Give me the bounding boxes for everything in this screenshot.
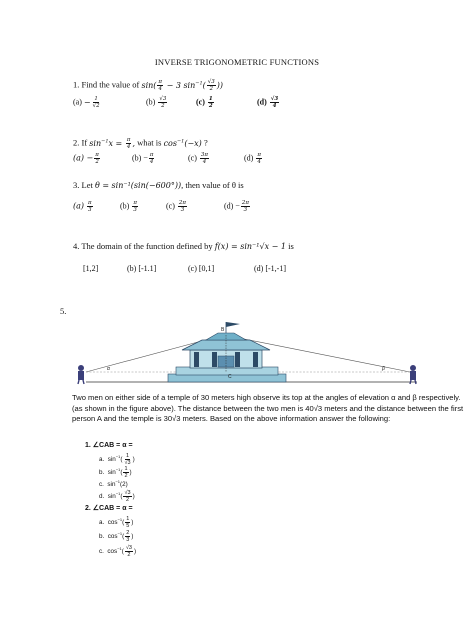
question-3-option-a: (a) $\frac{\pi}{3}$ bbox=[73, 200, 92, 213]
question-5-paragraph: Two men on either side of a temple of 30 meters high observe its top at the angles of elevation α and β respectively. (as shown in the figure above). The distance between the two men is 40√3 meters and the distance between the first person A and the temple is 30√3 meters. Based on the above information answer the following: bbox=[72, 393, 464, 424]
question-4-option-d: (d) [-1,-1] bbox=[254, 264, 286, 273]
question-5-sub2-option-b: b. $\cos^{-1}$( $\frac{2}{3}$ ) bbox=[99, 530, 134, 543]
question-4-option-a: [1,2] bbox=[83, 264, 99, 273]
person-b-icon bbox=[410, 365, 416, 384]
question-5-sub1-option-a: a. $\sin^{-1}$( $\frac{1}{√3}$ ) bbox=[99, 453, 135, 466]
question-1-option-d: (d) $\frac{√3}{4}$ bbox=[257, 96, 279, 109]
question-5-sub2-label: 2. ∠CAB = α = bbox=[85, 505, 133, 512]
question-4-stem: 4. The domain of the function defined by f(x) = sin⁻¹√x − 1 is bbox=[73, 241, 294, 251]
question-5-sub2-option-a: a. $\cos^{-1}$( $\frac{1}{5}$ ) bbox=[99, 516, 134, 529]
temple-pillar bbox=[212, 352, 217, 367]
question-3-option-d: (d) − $\frac{2\pi}{3}$ bbox=[224, 200, 249, 213]
question-4-option-c: (c) [0,1] bbox=[188, 264, 215, 273]
temple-pillar bbox=[235, 352, 240, 367]
question-2-option-a: (a) − $\frac{\pi}{2}$ bbox=[73, 152, 99, 165]
temple-figure bbox=[72, 318, 427, 390]
question-2-stem: 2. If $\sin^{-1}x$ = $\frac{\pi}{4}$ , what is $\cos^{-1}(-x)$ ? bbox=[73, 137, 208, 150]
question-5-sub1-option-d: d. $\sin^{-1}$( $\frac{√3}{2}$ ) bbox=[99, 490, 135, 503]
question-3-option-c: (c) $\frac{2\pi}{3}$ bbox=[166, 200, 187, 213]
question-2-option-b: (b) − $\frac{\pi}{4}$ bbox=[132, 152, 154, 165]
person-a-icon bbox=[78, 365, 84, 384]
label-alpha: α bbox=[107, 366, 110, 372]
temple-flag bbox=[226, 322, 240, 327]
question-3-option-b: (b) $\frac{\pi}{3}$ bbox=[120, 200, 137, 213]
question-5-sub2-option-c: c. $\cos^{-1}$( $\frac{√3}{2}$ ) bbox=[99, 545, 137, 558]
question-5-number: 5. bbox=[60, 306, 67, 316]
page-title: INVERSE TRIGONOMETRIC FUNCTIONS bbox=[154, 57, 320, 67]
temple-pillar bbox=[194, 352, 199, 367]
question-2-option-c: (c) $\frac{3\pi}{4}$ bbox=[188, 152, 209, 165]
question-1-option-c: (c) $\frac{1}{2}$ bbox=[196, 96, 213, 109]
label-beta: β bbox=[382, 366, 385, 372]
label-c: C bbox=[228, 374, 232, 380]
question-4-option-b: (b) [-1.1] bbox=[127, 264, 157, 273]
question-1-stem: 1. Find the value of sin( $\frac{\pi}{4}$ − 3 $\sin^{-1}$( $\frac{√3}{2}$ )) bbox=[73, 79, 224, 92]
question-1-prefix: 1. Find the value of bbox=[73, 79, 140, 90]
label-b: B bbox=[221, 327, 225, 333]
question-1-option-a: (a) − $\frac{1}{√2}$ bbox=[73, 96, 100, 109]
question-2-option-d: (d) $\frac{\pi}{4}$ bbox=[244, 152, 261, 165]
question-3-stem: 3. Let θ = sin⁻¹(sin(−600°)), then value of θ is bbox=[73, 180, 244, 190]
question-5-sub1-option-b: b. $\sin^{-1}$( $\frac{1}{2}$ ) bbox=[99, 466, 132, 479]
question-5-sub1-option-c: c. $\sin^{-1}(2)$ bbox=[99, 479, 128, 489]
temple-pillar bbox=[253, 352, 258, 367]
question-5-sub1-label: 1. ∠CAB = α = bbox=[85, 442, 133, 449]
question-1-option-b: (b) $\frac{√3}{2}$ bbox=[146, 96, 167, 109]
